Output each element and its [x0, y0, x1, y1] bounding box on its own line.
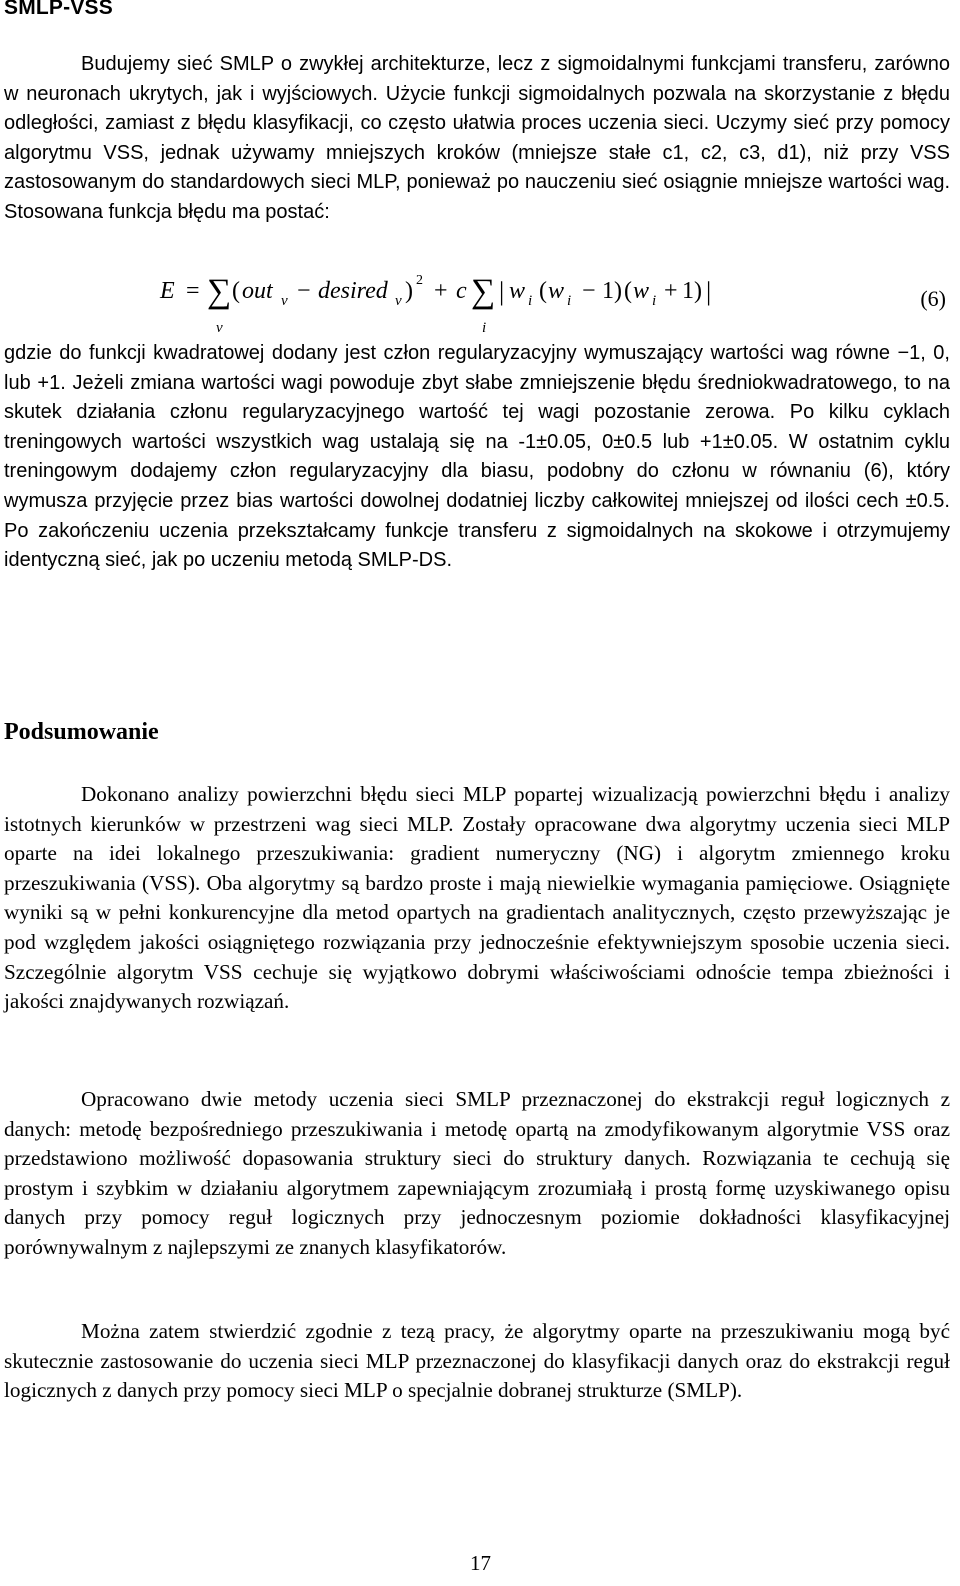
eq-sum-v-index: v	[216, 320, 223, 336]
eq-plus-1: +	[434, 278, 448, 304]
eq-plus-2: +	[664, 278, 678, 304]
eq-symbol-E: E	[160, 278, 175, 304]
eq-c: c	[456, 278, 467, 304]
eq-w-3-index: i	[652, 293, 657, 309]
section-title: SMLP-VSS	[4, 0, 113, 19]
intro-paragraph: Budujemy sieć SMLP o zwykłej architekturze, lecz z sigmoidalnymi funkcjami transferu, zarówno w neuronach ukrytych, jak i wyjściowych. Użycie funkcji sigmoidalnych pozwala na skorzystanie z błędu odległości, zamiast z błędu klasyfikacji, co często ułatwia proces uczenia sieci. Uczymy sieć przy pomocy algorytmu VSS, jednak używamy mniejszych kroków (mniejsze stałe c1, c2, c3, d1), niż przy VSS zastosowanym do standardowych sieci MLP, ponieważ po nauczeniu sieć osiągnie mniejsze wartości wag. Stosowana funkcja błędu ma postać:	[4, 53, 950, 223]
eq-rparen-1: )	[405, 278, 413, 304]
eq-minus-1: −	[297, 278, 311, 304]
eq-w-1-index: i	[528, 293, 533, 309]
eq-minus-2: −	[582, 278, 596, 304]
eq-square: 2	[416, 274, 423, 288]
eq-lparen-1: (	[232, 278, 240, 304]
eq-abs-left: |	[499, 277, 505, 306]
eq-one-1: 1)	[602, 278, 622, 304]
explanation-text: gdzie do funkcji kwadratowej dodany jest człon regularyzacyjny wymuszający wartości wag równe −1, 0, lub +1. Jeżeli zmiana wartości wagi powoduje zbyt słabe zmniejszenie błędu średniokwadratowego, to na skutek działania członu regularyzacyjnego wartość tej wagi pozostanie zerowa. Po kilku cyklach treningowych wartości wszystkich wag ustalają się na -1±0.05, 0±0.5 lub +1±0.05. W ostatnim cyklu treningowym dodajemy człon regularyzacyjny dla biasu, podobny do członu w równaniu (6), który wymusza przyjęcie przez bias wartości dowolnej dodatniej liczby całkowitej mniejszej od ilości cech ±0.5. Po zakończeniu uczenia przekształcamy funkcje transferu z sigmoidalnych na skokowe i otrzymujemy identyczną sieć, jak po uczeniu metodą SMLP-DS.	[4, 342, 950, 572]
summary-heading: Podsumowanie	[4, 719, 159, 745]
eq-sum-i-index: i	[482, 320, 487, 336]
eq-abs-right: |	[706, 277, 712, 306]
summary-paragraph-1: Dokonano analizy powierzchni błędu sieci MLP popartej wizualizacją powierzchni błędu i analizy istotnych kierunków w przestrzeni wag sieci MLP. Zostały opracowane dwa algorytmy uczenia sieci MLP oparte na idei lokalnego przeszukiwania: gradient numeryczny (NG) i algorytm zmiennego kroku przeszukiwania (VSS). Oba algorytmy są bardzo proste i mają niewielkie wymagania pamięciowe. Osiągnięte wyniki są w pełni konkurencyjne dla metod opartych na gradientach analitycznych, często przewyższając je pod względem jakości osiągniętego rozwiązania przy jednocześnie efektywniejszym sposobie uczenia sieci. Szczególnie algorytm VSS cechuje się wyjątkowo dobrymi właściwościami odnoście tempa zbieżności i jakości znajdywanych rozwiązań.	[4, 782, 950, 1014]
page-number: 17	[470, 1551, 491, 1575]
eq-out: out	[242, 278, 273, 304]
eq-one-2: 1)	[682, 278, 702, 304]
eq-desired: desired	[318, 278, 388, 304]
eq-lparen-3: (	[624, 278, 632, 304]
eq-sum-i: ∑	[471, 274, 496, 310]
equation-svg	[4, 274, 950, 344]
explanation-paragraph	[4, 339, 950, 576]
eq-w-2-index: i	[567, 293, 572, 309]
eq-out-index: v	[281, 293, 288, 309]
eq-desired-index: v	[395, 293, 402, 309]
equation-number: (6)	[920, 286, 946, 311]
eq-w-1: w	[509, 278, 526, 304]
eq-lparen-2: (	[539, 278, 547, 304]
error-function-equation	[4, 274, 950, 344]
summary-paragraph-2: Opracowano dwie metody uczenia sieci SMLP przeznaczonej do ekstrakcji reguł logicznych z danych: metodę bezpośredniego przeszukiwania i metodę opartą na zmodyfikowanym algorytmie VSS oraz przedstawiono możliwość dopasowania struktury sieci do struktury danych. Rozwiązania te cechują się prostym i szybkim w działaniu algorytmem zapewniającym zrozumiałą i prostą formę uzyskiwanego opisu danych przy pomocy reguł logicznych przy jednoczesnym poziomie dokładności klasyfikacyjnej porównywalnym z najlepszymi ze znanych klasyfikatorów.	[4, 1087, 950, 1259]
eq-equals: =	[186, 278, 200, 304]
eq-w-3: w	[633, 278, 650, 304]
eq-w-2: w	[548, 278, 565, 304]
summary-paragraph-3: Można zatem stwierdzić zgodnie z tezą pracy, że algorytmy oparte na przeszukiwaniu mogą być skutecznie zastosowanie do uczenia sieci MLP przeznaczonej do klasyfikacji danych oraz do ekstrakcji reguł logicznych z danych przy pomocy sieci MLP o specjalnie dobranej strukturze (SMLP).	[4, 1319, 950, 1403]
eq-sum-v: ∑	[207, 274, 232, 310]
